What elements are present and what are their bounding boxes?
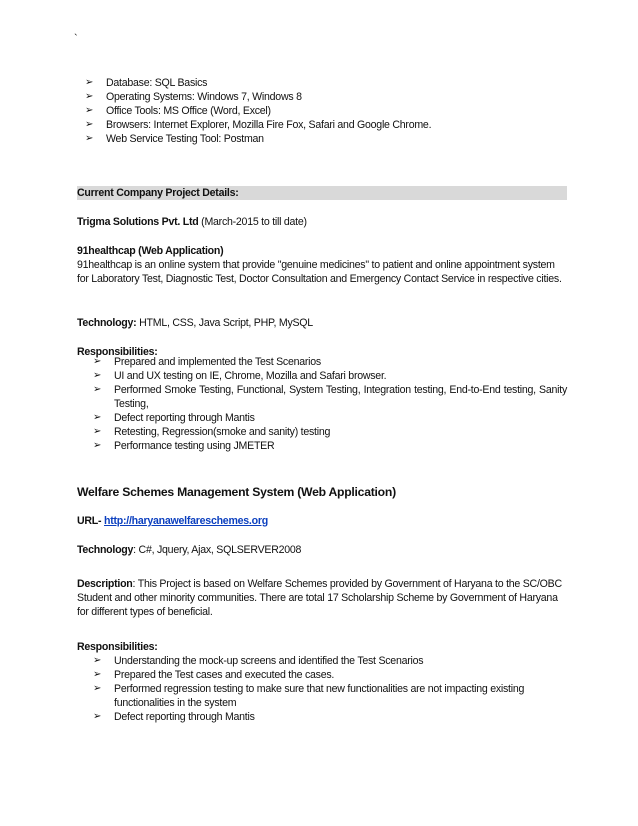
project1-description: 91healthcap is an online system that provide "genuine medicines" to patient and online appointment system for Laboratory Test, Diagnostic Test, Doctor Consultation and Emergency Contact Service in respective cities.: [77, 259, 562, 285]
responsibility-item: ➢ Performance testing using JMETER: [93, 440, 275, 452]
skill-item: ➢ Database: SQL Basics: [85, 77, 208, 89]
arrow-bullet-icon: ➢: [93, 683, 102, 694]
responsibility-item: ➢ Prepared and implemented the Test Scenarios: [93, 356, 321, 368]
skill-item: ➢ Operating Systems: Windows 7, Windows 8: [85, 91, 302, 103]
project2-responsibilities: [93, 654, 567, 724]
responsibility-item: ➢ Defect reporting through Mantis: [93, 412, 255, 424]
arrow-bullet-icon: ➢: [93, 426, 102, 437]
arrow-bullet-icon: ➢: [85, 77, 94, 88]
technology-label: Technology:: [77, 317, 137, 329]
description-value: : This Project is based on Welfare Schemes provided by Government of Haryana to the SC/OBC Student and other minority communities. There are total 17 Scholarship Scheme by Government of Haryana for different types of beneficial.: [77, 578, 562, 618]
arrow-bullet-icon: ➢: [85, 119, 94, 130]
arrow-bullet-icon: ➢: [85, 133, 94, 144]
description-label: Description: [77, 578, 133, 590]
responsibility-item: ➢ Understanding the mock-up screens and identified the Test Scenarios: [93, 655, 424, 667]
responsibility-item: ➢ UI and UX testing on IE, Chrome, Mozilla and Safari browser.: [93, 370, 387, 382]
skills-list: [85, 76, 565, 146]
arrow-bullet-icon: ➢: [93, 384, 102, 395]
project2-responsibilities-label: Responsibilities:: [77, 641, 158, 653]
company-period: (March-2015 to till date): [198, 216, 307, 228]
arrow-bullet-icon: ➢: [85, 91, 94, 102]
responsibility-item: ➢ Performed Smoke Testing, Functional, System Testing, Integration testing, End-to-End testing, Sanity Testing,: [93, 384, 567, 410]
company-name: Trigma Solutions Pvt. Ltd: [77, 216, 199, 228]
responsibility-item: ➢ Defect reporting through Mantis: [93, 711, 255, 723]
arrow-bullet-icon: ➢: [93, 412, 102, 423]
technology-label: Technology: [77, 544, 134, 556]
skill-item: ➢ Office Tools: MS Office (Word, Excel): [85, 105, 271, 117]
arrow-bullet-icon: ➢: [93, 655, 102, 666]
url-label: URL-: [77, 515, 104, 527]
project1-responsibilities: [93, 355, 567, 453]
stray-tick-mark: `: [74, 33, 78, 45]
section-banner: Current Company Project Details:: [77, 186, 567, 200]
arrow-bullet-icon: ➢: [93, 370, 102, 381]
project2-title: Welfare Schemes Management System (Web Application): [77, 485, 396, 499]
project1-responsibilities-label: Responsibilities:: [77, 346, 158, 358]
arrow-bullet-icon: ➢: [93, 669, 102, 680]
arrow-bullet-icon: ➢: [93, 711, 102, 722]
arrow-bullet-icon: ➢: [93, 356, 102, 367]
skill-item: ➢ Web Service Testing Tool: Postman: [85, 133, 264, 145]
responsibility-item: ➢ Retesting, Regression(smoke and sanity) testing: [93, 426, 331, 438]
technology-value: : C#, Jquery, Ajax, SQLSERVER2008: [133, 544, 302, 556]
company-line: [77, 215, 567, 229]
responsibility-item: ➢ Performed regression testing to make sure that new functionalities are not impacting existing functionalities in the system: [93, 683, 525, 709]
arrow-bullet-icon: ➢: [93, 440, 102, 451]
skill-item: ➢ Browsers: Internet Explorer, Mozilla Fire Fox, Safari and Google Chrome.: [85, 119, 432, 131]
responsibility-item: ➢ Prepared the Test cases and executed the cases.: [93, 669, 335, 681]
project-url-link[interactable]: http://haryanawelfareschemes.org: [104, 515, 268, 527]
project2-description: [77, 577, 567, 619]
project2-technology: [77, 543, 567, 557]
project1-technology: [77, 316, 567, 330]
arrow-bullet-icon: ➢: [85, 105, 94, 116]
project2-url-line: [77, 514, 567, 528]
project1-title: 91healthcap (Web Application): [77, 245, 224, 257]
technology-value: HTML, CSS, Java Script, PHP, MySQL: [136, 317, 313, 329]
